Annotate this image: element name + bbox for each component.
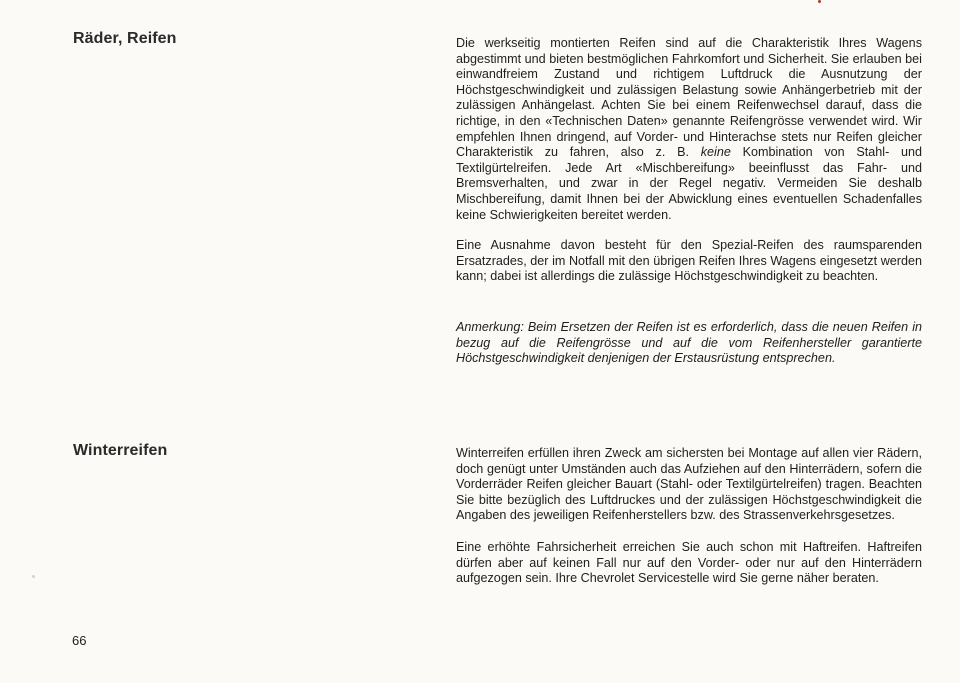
paragraph-1-text-end: Kombination von Stahl- und Textilgürtelreifen. Jede Art «Mischbereifung» beeinflusst das Fahr- und Bremsverhalten, und zwar in der Regel negativ. Vermeiden Sie deshalb Mischbereifung, damit Ihnen bei der Abwicklung eines eventuellen Schadenfalles keine Schwierigkeiten bereitet werden.	[456, 145, 923, 222]
winter-tires-paragraph-2	[456, 540, 922, 587]
print-speck	[818, 0, 821, 3]
winter-tires-paragraph-2-text: Eine erhöhte Fahrsicherheit erreichen Sie auch schon mit Haftreifen. Haftreifen dürfen aber auf keinen Fall nur auf den Vorder- oder nur auf den Hinterrädern aufgezogen sein. Ihre Chevrolet Servicestelle wird Sie gerne näher beraten.	[456, 540, 922, 586]
tire-replacement-note-text: Anmerkung: Beim Ersetzen der Reifen ist es erforderlich, dass die neuen Reifen in bezug auf die Reifengrösse und auf die vom Reifenhersteller garantierte Höchstgeschwindigkeit denjenigen der Erstausrüstung entsprechen.	[456, 320, 922, 366]
emphasis-keine: keine	[700, 145, 731, 160]
wheels-tires-paragraph-1-text	[456, 36, 922, 223]
tire-replacement-note	[456, 320, 922, 367]
wheels-tires-paragraph-1	[456, 36, 922, 223]
paragraph-1-text-start: Die werkseitig montierten Reifen sind auf die Charakteristik Ihres Wagens abgestimmt und bieten bestmöglichen Fahrkomfort und Sicherheit. Sie erlauben bei einwandfreiem Zustand und richtigem Luftdruck die Ausnutzung der Höchstgeschwindigkeit und zulässigen Belastung sowie Anhängerbetrieb mit der zulässigen Anhängelast. Achten Sie bei einem Reifenwechsel darauf, dass die richtige, in den «Technischen Daten» genannte Reifengrösse verwendet wird. Wir empfehlen Ihnen dringend, auf Vorder- und Hinterachse stets nur Reifen gleicher Charakteristik zu fahren, also z. B.	[456, 36, 922, 160]
section-heading-winter-tires: Winterreifen	[73, 442, 168, 459]
paper-dot	[32, 575, 35, 578]
winter-tires-paragraph-1	[456, 446, 922, 524]
section-heading-wheels-tires: Räder, Reifen	[73, 30, 177, 47]
winter-tires-paragraph-1-text: Winterreifen erfüllen ihren Zweck am sichersten bei Montage auf allen vier Rädern, doch genügt unter Umständen auch das Aufziehen auf den Hinterrädern, sofern die Vorderräder Reifen gleicher Bauart (Stahl- oder Textilgürtelreifen) tragen. Beachten Sie bitte bezüglich des Luftdruckes und der zulässigen Höchstgeschwindigkeit die Angaben des jeweiligen Reifenherstellers bzw. des Strassenverkehrsgesetzes.	[456, 446, 922, 523]
page-number: 66	[72, 633, 87, 648]
spare-wheel-exception-text: Eine Ausnahme davon besteht für den Spezial-Reifen des raumsparenden Ersatzrades, der im Notfall mit den übrigen Reifen Ihres Wagens eingesetzt werden kann; dabei ist allerdings die zulässige Höchstgeschwindigkeit zu beachten.	[456, 238, 922, 284]
wheels-tires-paragraph-2	[456, 238, 922, 285]
